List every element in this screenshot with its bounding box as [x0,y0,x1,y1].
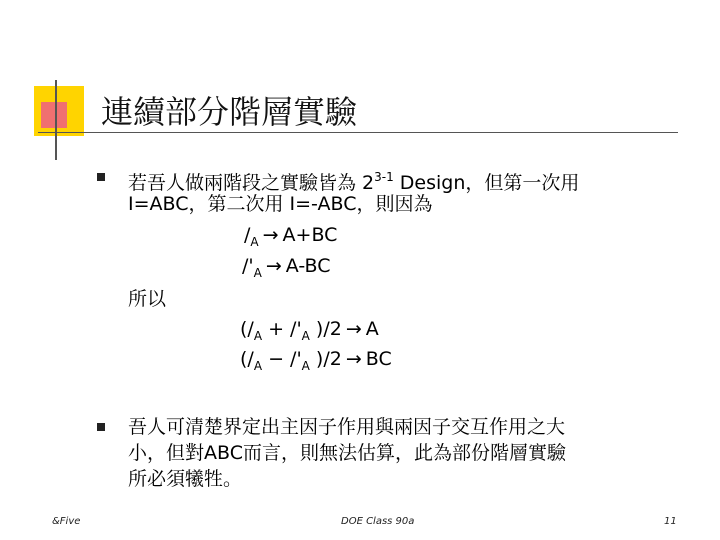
bullet-1 [97,173,105,181]
paragraph-1-line-2: I=ABC，第二次用 I=-ABC，則因為 [128,193,433,215]
slide-title: 連續部分階層實驗 [101,93,358,131]
equation-1: $/_A \to A+BC$ [244,224,338,249]
paragraph-1-line-1: 若吾人做兩階段之實驗皆為 2$^{3-1}$ Design，但第一次用 [128,170,580,194]
text-suoyi: 所以 [128,288,167,310]
equation-2: $/'_A \to A-BC$ [242,255,331,280]
footer-page-number: 11 [664,516,677,527]
title-underline [38,132,678,133]
paragraph-2-line-2: 小，但對ABC而言，則無法估算，此為部份階層實驗 [128,442,566,464]
bullet-2 [97,423,105,431]
paragraph-2-line-3: 所必須犧牲。 [128,468,243,490]
footer-left: &Five [52,516,81,527]
equation-3: ($/_A + /'_A$ )/2 → A [240,318,379,343]
footer-center: DOE Class 90a [341,516,415,527]
decor-red-square [41,102,67,128]
paragraph-2-line-1: 吾人可清楚界定出主因子作用與兩因子交互作用之大 [128,416,566,438]
decor-vertical-line [55,80,57,160]
equation-4: ($/_A - /'_A$ )/2 → BC [240,348,392,373]
